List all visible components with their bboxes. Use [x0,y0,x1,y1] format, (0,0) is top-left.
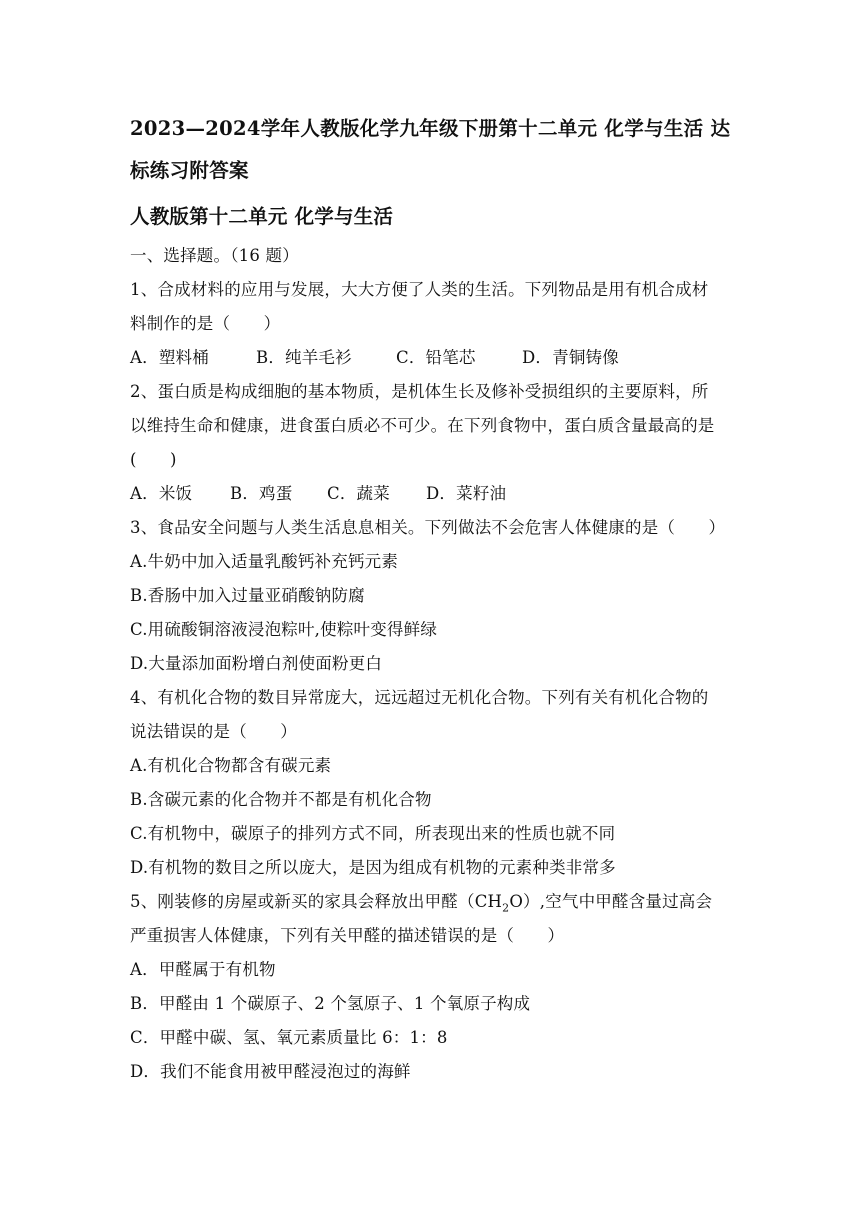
q4-stem-line1: 4、有机化合物的数目异常庞大，远远超过无机化合物。下列有关有机化合物的 [130,688,709,707]
q2-option-d: D．菜籽油 [426,484,507,503]
q1-option-b: B．纯羊毛衫 [256,348,352,367]
q2-option-c: C．蔬菜 [327,484,390,503]
q5-stem-line1 [130,891,712,913]
q2-options [130,483,506,505]
q3-stem: 3、食品安全问题与人类生活息息相关。下列做法不会危害人体健康的是（ ） [130,518,726,537]
q4-option-c: C.有机物中，碳原子的排列方式不同，所表现出来的性质也就不同 [130,824,616,843]
q5-stem-part-b: O）,空气中甲醛含量过高会 [509,892,713,911]
q1-option-d: D．青铜铸像 [522,348,619,367]
q5-formula-subscript: 2 [502,901,510,915]
q1-options [130,347,619,369]
q5-option-a: A．甲醛属于有机物 [130,960,276,979]
q3-option-c: C.用硫酸铜溶液浸泡粽叶,使粽叶变得鲜绿 [130,620,438,639]
q4-option-a: A.有机化合物都含有碳元素 [130,756,332,775]
q1-stem-line2: 料制作的是（ ） [130,314,281,333]
q1-stem-line1: 1、合成材料的应用与发展，大大方便了人类的生活。下列物品是用有机合成材 [130,280,709,299]
q5-option-b: B．甲醛由 1 个碳原子、2 个氢原子、1 个氧原子构成 [130,994,531,1013]
q5-stem-part-a: 5、刚装修的房屋或新买的家具会释放出甲醛（CH [130,892,503,911]
q4-option-b: B.含碳元素的化合物并不都是有机化合物 [130,790,432,809]
q2-option-a: A．米饭 [130,484,193,503]
q1-option-c: C．铅笔芯 [396,348,476,367]
q3-option-d: D.大量添加面粉增白剂使面粉更白 [130,654,383,673]
q3-option-a: A.牛奶中加入适量乳酸钙补充钙元素 [130,552,399,571]
q5-stem-line2: 严重损害人体健康，下列有关甲醛的描述错误的是（ ） [130,926,565,945]
q2-stem-line2: 以维持生命和健康，进食蛋白质必不可少。在下列食物中，蛋白质含量最高的是 [130,416,715,435]
q3-option-b: B.香肠中加入过量亚硝酸钠防腐 [130,586,365,605]
document-title-line1: 2023—2024学年人教版化学九年级下册第十二单元 化学与生活 达 [130,117,731,140]
q5-option-d: D．我们不能食用被甲醛浸泡过的海鲜 [130,1062,411,1081]
q5-option-c: C．甲醛中碳、氢、氧元素质量比 6：1：8 [130,1028,448,1047]
q2-option-b: B．鸡蛋 [230,484,293,503]
section-heading: 一、选择题。（16 题） [130,246,299,265]
q2-stem-line1: 2、蛋白质是构成细胞的基本物质，是机体生长及修补受损组织的主要原料，所 [130,382,709,401]
q1-option-a: A．塑料桶 [130,348,209,367]
document-subtitle: 人教版第十二单元 化学与生活 [130,205,394,228]
q4-option-d: D.有机物的数目之所以庞大，是因为组成有机物的元素种类非常多 [130,858,616,877]
document-title-line2: 标练习附答案 [130,159,249,182]
q4-stem-line2: 说法错误的是（ ） [130,722,297,741]
q2-stem-line3: ( ) [130,450,177,469]
